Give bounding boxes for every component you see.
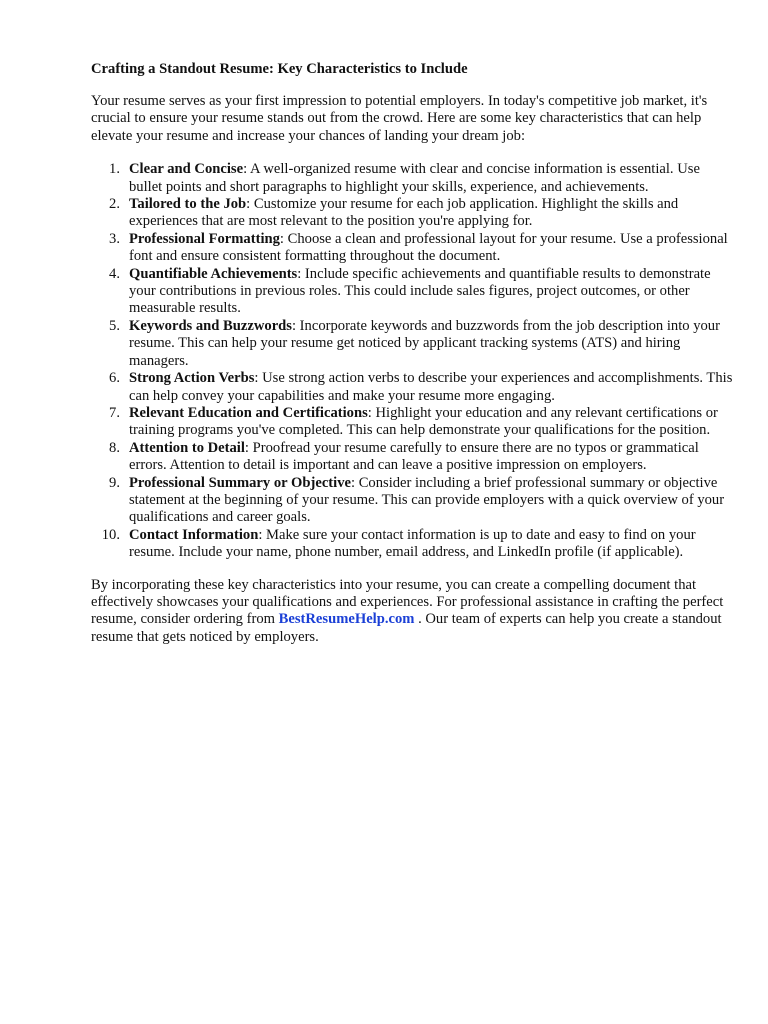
closing-text-before-link: By incorporating these key characteristics into your resume, you can create a compelling document that effectively showcases your qualifications and experiences. For professional assistance in crafting the perfect resume, consider ordering from — [91, 576, 724, 628]
list-item-number: 9. — [109, 474, 120, 491]
list-item-text: : Consider including a brief professional summary or objective statement at the beginning of your resume. This can provide employers with a quick overview of your qualifications and career goals. — [129, 474, 725, 526]
list-item-title: Attention to Detail — [129, 439, 245, 456]
list-item — [91, 231, 733, 266]
list-item-title: Keywords and Buzzwords — [129, 317, 292, 334]
list-item — [91, 475, 733, 527]
list-item — [91, 440, 733, 475]
list-item-text: : Incorporate keywords and buzzwords from the job description into your resume. This can help your resume get noticed by applicant tracking systems (ATS) and hiring managers. — [129, 317, 720, 369]
list-item-number: 4. — [109, 265, 120, 282]
document-page — [91, 61, 733, 646]
list-item — [91, 370, 733, 405]
best-resume-help-link[interactable]: BestResumeHelp.com — [278, 611, 415, 628]
list-item-number: 7. — [109, 404, 120, 421]
closing-paragraph — [91, 577, 733, 647]
list-item — [91, 405, 733, 440]
list-item-text: : A well-organized resume with clear and concise information is essential. Use bullet points and short paragraphs to highlight your skills, experience, and achievements. — [129, 161, 700, 195]
list-item-number: 2. — [109, 196, 120, 213]
list-item — [91, 266, 733, 318]
list-item-text: : Proofread your resume carefully to ensure there are no typos or grammatical errors. Attention to detail is important and can leave a positive impression on employers. — [129, 439, 699, 474]
list-item-text: : Highlight your education and any relevant certifications or training programs you've completed. This can help demonstrate your qualifications for the position. — [129, 404, 718, 439]
list-item-title: Contact Information — [129, 526, 259, 543]
list-item — [91, 161, 733, 196]
list-item-number: 8. — [109, 439, 120, 456]
list-item-number: 10. — [101, 526, 120, 543]
list-item-title: Professional Summary or Objective — [129, 474, 351, 491]
list-item-title: Relevant Education and Certifications — [129, 404, 368, 421]
intro-paragraph: Your resume serves as your first impression to potential employers. In today's competitive job market, it's crucial to ensure your resume stands out from the crowd. Here are some key characteristics that can help elevate your resume and increase your chances of landing your dream job: — [91, 93, 708, 144]
list-item-title: Clear and Concise — [129, 161, 244, 178]
list-item-text: : Include specific achievements and quantifiable results to demonstrate your contributions in previous roles. This could include sales figures, project outcomes, or other measurable results. — [129, 265, 711, 317]
list-item-number: 5. — [109, 317, 120, 334]
list-item — [91, 318, 733, 370]
list-item-text: : Use strong action verbs to describe your experiences and accomplishments. This can help convey your capabilities and make your resume more engaging. — [129, 370, 733, 404]
list-item-number: 3. — [109, 230, 120, 247]
list-item-number: 1. — [109, 161, 120, 178]
list-item-text: : Choose a clean and professional layout for your resume. Use a professional font and ensure consistent formatting throughout the document. — [129, 230, 728, 265]
list-item-title: Tailored to the Job — [129, 196, 247, 213]
list-item-text: : Customize your resume for each job application. Highlight the skills and experiences that are most relevant to the position you're applying for. — [129, 196, 679, 230]
list-item-number: 6. — [109, 370, 120, 387]
list-item-title: Quantifiable Achievements — [129, 265, 298, 282]
list-item — [91, 527, 733, 562]
list-item-title: Professional Formatting — [129, 230, 280, 247]
characteristics-list — [91, 161, 733, 561]
closing-text-after-link: . Our team of experts can help you create a standout resume that gets noticed by employers. — [91, 611, 722, 645]
document-title: Crafting a Standout Resume: Key Characteristics to Include — [91, 61, 468, 77]
list-item-title: Strong Action Verbs — [129, 370, 255, 387]
list-item — [91, 196, 733, 231]
list-item-text: : Make sure your contact information is up to date and easy to find on your resume. Include your name, phone number, email address, and LinkedIn profile (if applicable). — [129, 526, 696, 561]
